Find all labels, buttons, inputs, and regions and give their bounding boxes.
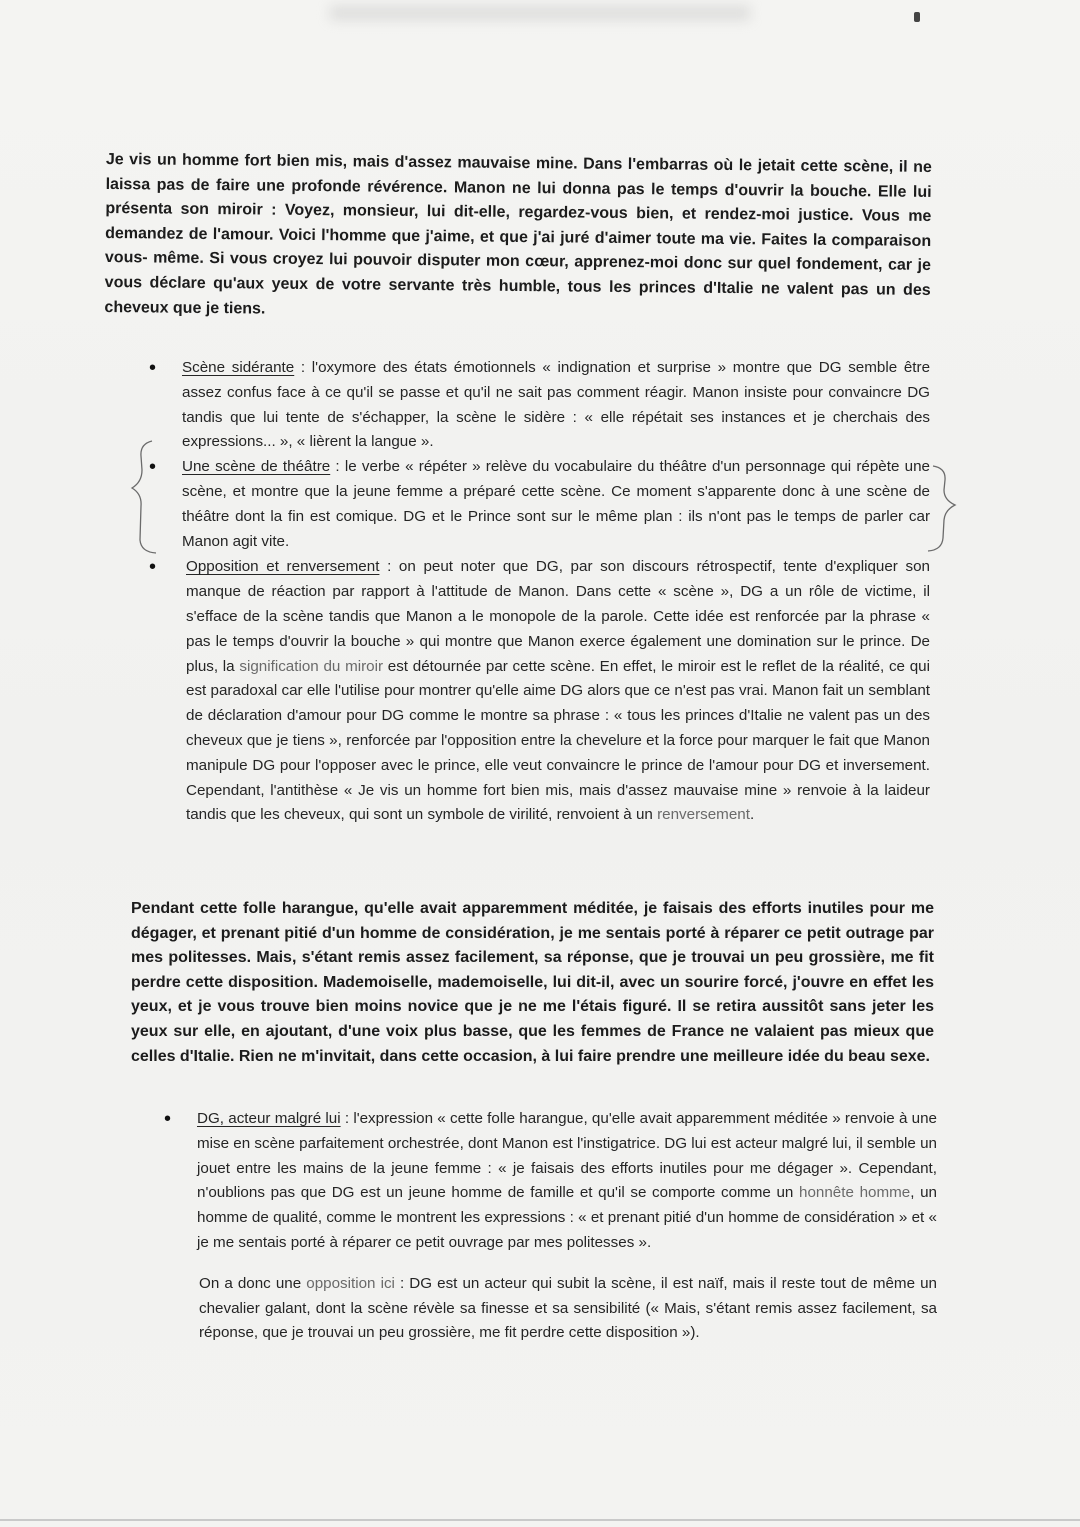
bullet-icon: • [164,1108,172,1130]
item-highlight: renversement [657,806,750,824]
item-text: . [749,806,755,824]
source-excerpt-2: Pendant cette folle harangue, qu'elle avait apparemment méditée, je faisais des efforts inutiles pour me dégager, et prenant pitié d'un homme de considération, je me sentais porté à réparer ce petit outrage par mes politesses. Mais, s'étant remis assez facilement, sa réponse, que je trouvai un peu grossière, me fit perdre cette disposition. Mademoiselle, mademoiselle, lui dit-il, avec un sourire forcé, j'ouvre en effet les yeux, et je vous trouve bien moins novice que je ne me l'étais figuré. Il se retira aussitôt sans jeter les yeux sur elle, en ajoutant, d'une voix plus basse, que les femmes de France ne valaient pas mieux que celles d'Italie. Rien ne m'invitait, dans cette occasion, à lui faire prendre une meilleure idée du beau sexe. [131,900,934,1065]
scan-smudge [330,6,750,20]
bullet-icon: • [149,556,157,579]
conclusion-highlight: opposition ici [306,1275,395,1292]
bullet-icon: • [149,357,157,379]
item-highlight: honnête homme [799,1184,911,1202]
item-text: : l'oxymore des états émotionnels « indignation et surprise » montre que DG semble être assez confus face à ce qu'il se passe et qu'il ne sait pas comment réagir. Manon insiste pour convaincre DG tandis que lui tente de s'échapper, la scène le sidère : « elle répétait ses instances et je cherchais des expressions... », « lièrent la langue ». [182,359,931,451]
conclusion-text: : DG est un acteur qui subit la scène, il est naïf, mais il reste tout de même un chevalier galant, dont la scène révèle sa finesse et sa sensibilité (« Mais, s'étant remis assez facilement, sa réponse, que je trouvai un peu grossière, me fit perdre cette disposition »). [199,1275,937,1341]
page-edge [0,1519,1080,1521]
item-heading: Une scène de théâtre [182,458,331,476]
item-text: , un homme de qualité, comme le montrent les expressions : « et prenant pitié d'un homme de considération » et « je me sentais porté à réparer ce petit ouvrage par mes politesses ». [197,1184,937,1251]
analysis-list-2 [164,1107,937,1256]
analysis-item-scene-siderante [149,356,931,455]
item-text: : le verbe « répéter » relève du vocabulaire du théâtre d'un personnage qui répète une scène, et montre que la jeune femme a préparé cette scène. Ce moment s'apparente donc à une scène de théâtre dont la fin est comique. DG et le Prince sont sur le même plan : ils n'ont pas le temps de parler car Manon agit vite. [182,458,930,550]
item-heading: Opposition et renversement [186,558,380,576]
analysis-item-opposition [149,555,930,828]
right-bracket [928,466,955,551]
analysis-conclusion [199,1272,937,1346]
bullet-icon: • [149,456,157,479]
conclusion-text: On a donc une [199,1275,307,1292]
ink-mark [914,12,920,22]
item-text: est détournée par cette scène. En effet, le miroir est le reflet de la réalité, ce qui est paradoxal car elle l'utilise pour montrer qu'elle aime DG alors que ce n'est pas vrai. Manon fait un semblant de déclaration d'amour pour DG comme le montre sa phrase : « tous les princes d'Italie ne valent pas un des cheveux que je tiens », renforcée par l'opposition entre la chevelure et la force pour marquer le fait que Manon manipule DG pour l'opposer avec le prince, elle veut convaincre le prince de l'amour pour DG et inversement. Cependant, l'antithèse « Je vis un homme fort bien mis, mais d'assez mauvaise mine » renvoie à la laideur tandis que les cheveux, qui sont un symbole de virilité, renvoient à un [186,657,930,824]
item-text: : on peut noter que DG, par son discours rétrospectif, tente d'expliquer son manque de réaction par rapport à l'attitude de Manon. Dans cette « scène », DG a un rôle de victime, il s'efface de la scène tandis que Manon a le monopole de la parole. Cette idée est renforcée par la phrase « pas le temps d'ouvrir la bouche » qui montre que Manon exerce également une domination sur le prince. De plus, la [186,558,930,675]
item-text: : l'expression « cette folle harangue, qu'elle avait apparemment méditée » renvoie à une mise en scène parfaitement orchestrée, dont Manon est l'instigatrice. DG lui est acteur malgré lui, il semble un jouet entre les mains de la jeune femme : « je faisais des efforts inutiles pour me dégager ». Cependant, n'oublions pas que DG est un jeune homme de famille et qu'il se comporte comme un [197,1110,937,1202]
item-heading: Scène sidérante [182,359,295,376]
analysis-list-1 [149,356,931,828]
item-heading: DG, acteur malgré lui [197,1110,341,1127]
analysis-item-scene-theatre [149,455,930,554]
analysis-item-acteur-malgre-lui [164,1107,937,1256]
item-highlight: signification du miroir [239,657,384,675]
source-excerpt-1: Je vis un homme fort bien mis, mais d'assez mauvaise mine. Dans l'embarras où le jetait cette scène, il ne laissa pas de faire une profonde révérence. Manon ne lui donna pas le temps d'ouvrir la bouche. Elle lui présenta son miroir : Voyez, monsieur, lui dit-elle, regardez-vous bien, et rendez-moi justice. Vous me demandez de l'amour. Voici l'homme que j'aime, et que j'ai juré d'aimer toute ma vie. Faites la comparaison vous- même. Si vous croyez lui pouvoir disputer mon cœur, apprenez-moi donc sur quel fondement, car je vous déclare qu'aux yeux de votre servante très humble, tous les princes d'Italie ne valent pas un des cheveux que je tiens. [104,150,932,318]
